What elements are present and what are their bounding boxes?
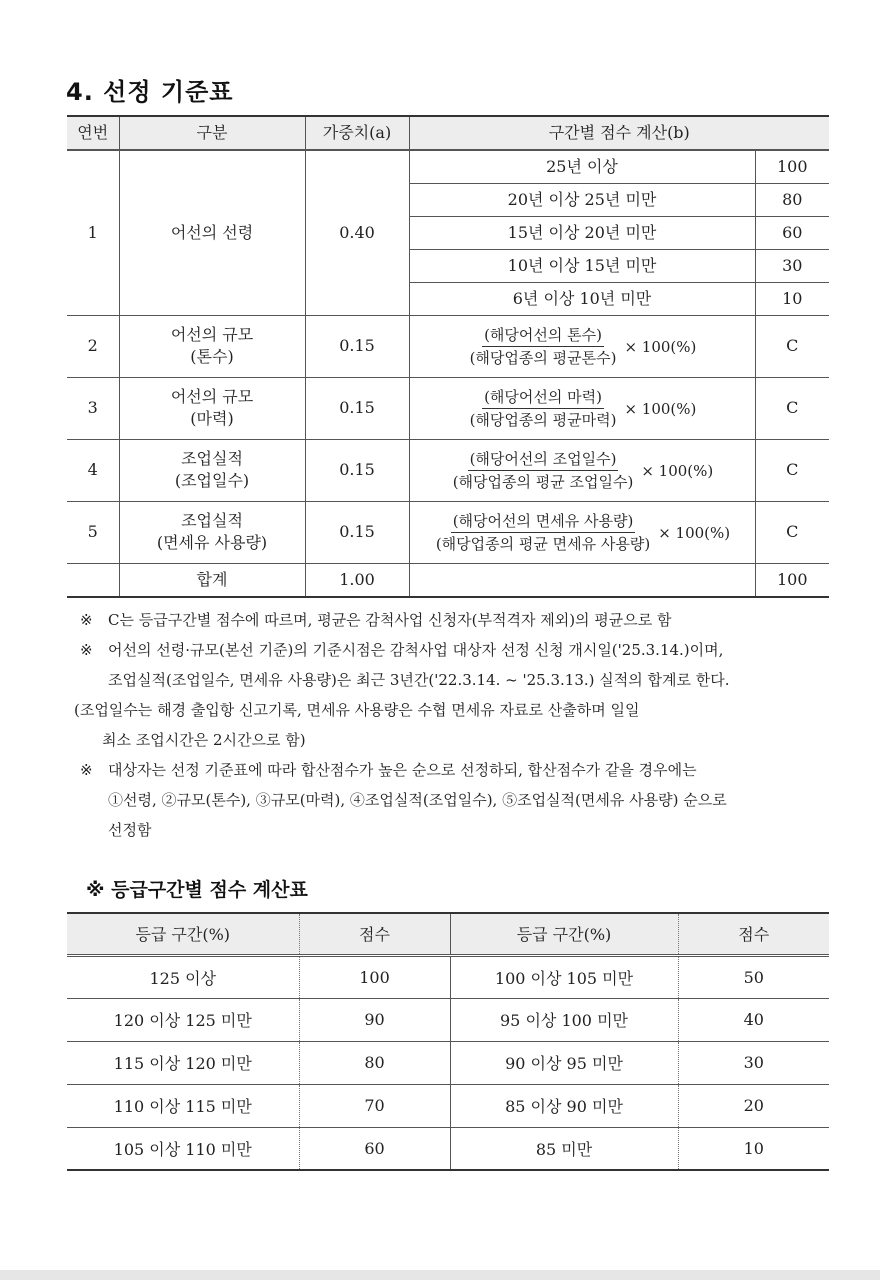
grade-score: 10 xyxy=(678,1127,829,1170)
grade-score-table xyxy=(67,912,829,1171)
denominator: (해당업종의 평균 면세유 사용량) xyxy=(435,535,651,553)
grade-range: 100 이상 105 미만 xyxy=(450,955,678,998)
row-category xyxy=(119,439,305,501)
row-no: 5 xyxy=(67,501,119,563)
multiplier: × 100(%) xyxy=(624,399,697,418)
note-line: 최소 조업시간은 2시간으로 함) xyxy=(102,731,306,749)
denominator: (해당업종의 평균마력) xyxy=(469,411,617,429)
formula xyxy=(451,449,714,492)
row-no: 3 xyxy=(67,377,119,439)
formula-cell xyxy=(409,439,755,501)
fraction xyxy=(451,449,636,492)
criteria-header-row xyxy=(67,116,829,150)
category-line: 어선의 규모 xyxy=(170,325,254,344)
note-item xyxy=(80,755,840,845)
header-score-calc: 구간별 점수 계산(b) xyxy=(409,116,829,150)
multiplier: × 100(%) xyxy=(658,523,731,542)
row-category xyxy=(119,377,305,439)
note-line: 어선의 선령·규모(본선 기준)의 기준시점은 감척사업 대상자 선정 신청 개시일('25.3.14.)이며, xyxy=(108,641,724,659)
note-line: 선정함 xyxy=(108,821,152,839)
age-score: 100 xyxy=(755,150,829,183)
formula xyxy=(468,387,697,430)
age-score: 30 xyxy=(755,249,829,282)
table-row xyxy=(67,1127,829,1170)
grade-range: 90 이상 95 미만 xyxy=(450,1041,678,1084)
category-line: 어선의 규모 xyxy=(170,387,254,406)
denominator: (해당업종의 평균톤수) xyxy=(469,349,617,367)
formula-cell xyxy=(409,315,755,377)
formula xyxy=(468,325,697,368)
numerator: (해당어선의 면세유 사용량) xyxy=(451,511,636,533)
row-category xyxy=(119,315,305,377)
header-score: 점수 xyxy=(678,913,829,955)
header-score: 점수 xyxy=(299,913,450,955)
note-mark: ※ xyxy=(80,611,93,629)
table-row xyxy=(67,377,829,439)
numerator: (해당어선의 톤수) xyxy=(482,325,604,347)
row-category: 어선의 선령 xyxy=(119,150,305,315)
formula-cell xyxy=(409,501,755,563)
category-line: 조업실적 xyxy=(181,511,243,530)
header-category: 구분 xyxy=(119,116,305,150)
row-score: C xyxy=(755,439,829,501)
row-weight: 0.15 xyxy=(305,501,409,563)
header-no: 연번 xyxy=(67,116,119,150)
grade-header-row xyxy=(67,913,829,955)
row-weight: 0.15 xyxy=(305,377,409,439)
grade-range: 125 이상 xyxy=(67,955,299,998)
total-no xyxy=(67,563,119,597)
fraction xyxy=(468,387,619,430)
row-score: C xyxy=(755,377,829,439)
grade-range: 85 이상 90 미만 xyxy=(450,1084,678,1127)
grade-score: 40 xyxy=(678,998,829,1041)
header-grade-range: 등급 구간(%) xyxy=(450,913,678,955)
row-no: 4 xyxy=(67,439,119,501)
total-weight: 1.00 xyxy=(305,563,409,597)
note-line: C는 등급구간별 점수에 따르며, 평균은 감척사업 신청자(부적격자 제외)의 평균으로 함 xyxy=(108,611,672,629)
total-label: 합계 xyxy=(119,563,305,597)
category-line: 조업실적 xyxy=(181,449,243,468)
section-title: 4. 선정 기준표 xyxy=(66,78,234,106)
numerator: (해당어선의 마력) xyxy=(482,387,604,409)
row-no: 1 xyxy=(67,150,119,315)
age-score: 10 xyxy=(755,282,829,315)
note-line: ①선령, ②규모(톤수), ③규모(마력), ④조업실적(조업일수), ⑤조업실적(면세유 사용량) 순으로 xyxy=(108,791,727,809)
note-item xyxy=(80,635,840,695)
formula xyxy=(434,511,730,554)
grade-table-title: ※ 등급구간별 점수 계산표 xyxy=(86,879,308,901)
category-sub: (조업일수) xyxy=(174,471,250,490)
table-row xyxy=(67,1084,829,1127)
selection-criteria-table xyxy=(67,115,829,598)
grade-score: 90 xyxy=(299,998,450,1041)
table-row xyxy=(67,150,829,183)
grade-score: 30 xyxy=(678,1041,829,1084)
category-sub: (면세유 사용량) xyxy=(156,533,268,552)
grade-range: 85 미만 xyxy=(450,1127,678,1170)
note-line: 대상자는 선정 기준표에 따라 합산점수가 높은 순으로 선정하되, 합산점수가 같을 경우에는 xyxy=(108,761,697,779)
header-weight: 가중치(a) xyxy=(305,116,409,150)
table-row xyxy=(67,439,829,501)
table-row xyxy=(67,955,829,998)
multiplier: × 100(%) xyxy=(624,337,697,356)
row-score: C xyxy=(755,501,829,563)
formula-cell xyxy=(409,377,755,439)
note-item xyxy=(80,605,840,635)
total-score: 100 xyxy=(755,563,829,597)
multiplier: × 100(%) xyxy=(641,461,714,480)
grade-score: 80 xyxy=(299,1041,450,1084)
age-range: 20년 이상 25년 미만 xyxy=(409,183,755,216)
age-range: 25년 이상 xyxy=(409,150,755,183)
grade-score: 60 xyxy=(299,1127,450,1170)
total-formula xyxy=(409,563,755,597)
denominator: (해당업종의 평균 조업일수) xyxy=(452,473,634,491)
grade-range: 115 이상 120 미만 xyxy=(67,1041,299,1084)
table-row xyxy=(67,501,829,563)
row-weight: 0.15 xyxy=(305,315,409,377)
page-bottom-bar xyxy=(0,1270,880,1280)
age-range: 10년 이상 15년 미만 xyxy=(409,249,755,282)
row-score: C xyxy=(755,315,829,377)
note-item xyxy=(74,695,840,755)
age-range: 15년 이상 20년 미만 xyxy=(409,216,755,249)
header-grade-range: 등급 구간(%) xyxy=(67,913,299,955)
note-mark: ※ xyxy=(80,761,93,779)
total-row xyxy=(67,563,829,597)
grade-range: 95 이상 100 미만 xyxy=(450,998,678,1041)
grade-range: 105 이상 110 미만 xyxy=(67,1127,299,1170)
notes xyxy=(74,605,840,845)
age-score: 80 xyxy=(755,183,829,216)
table-row xyxy=(67,315,829,377)
fraction xyxy=(434,511,652,554)
note-line: 조업실적(조업일수, 면세유 사용량)은 최근 3년간('22.3.14. ~ '25.3.13.) 실적의 합계로 한다. xyxy=(108,671,730,689)
row-category xyxy=(119,501,305,563)
grade-score: 100 xyxy=(299,955,450,998)
category-sub: (마력) xyxy=(190,409,234,428)
note-line: (조업일수는 해경 출입항 신고기록, 면세유 사용량은 수협 면세유 자료로 산출하며 일일 xyxy=(74,701,640,719)
numerator: (해당어선의 조업일수) xyxy=(468,449,619,471)
note-mark: ※ xyxy=(80,641,93,659)
grade-score: 70 xyxy=(299,1084,450,1127)
fraction xyxy=(468,325,619,368)
grade-range: 120 이상 125 미만 xyxy=(67,998,299,1041)
table-row xyxy=(67,998,829,1041)
row-weight: 0.15 xyxy=(305,439,409,501)
age-score: 60 xyxy=(755,216,829,249)
row-no: 2 xyxy=(67,315,119,377)
category-sub: (톤수) xyxy=(190,347,234,366)
grade-score: 50 xyxy=(678,955,829,998)
row-weight: 0.40 xyxy=(305,150,409,315)
age-range: 6년 이상 10년 미만 xyxy=(409,282,755,315)
grade-score: 20 xyxy=(678,1084,829,1127)
table-row xyxy=(67,1041,829,1084)
grade-range: 110 이상 115 미만 xyxy=(67,1084,299,1127)
